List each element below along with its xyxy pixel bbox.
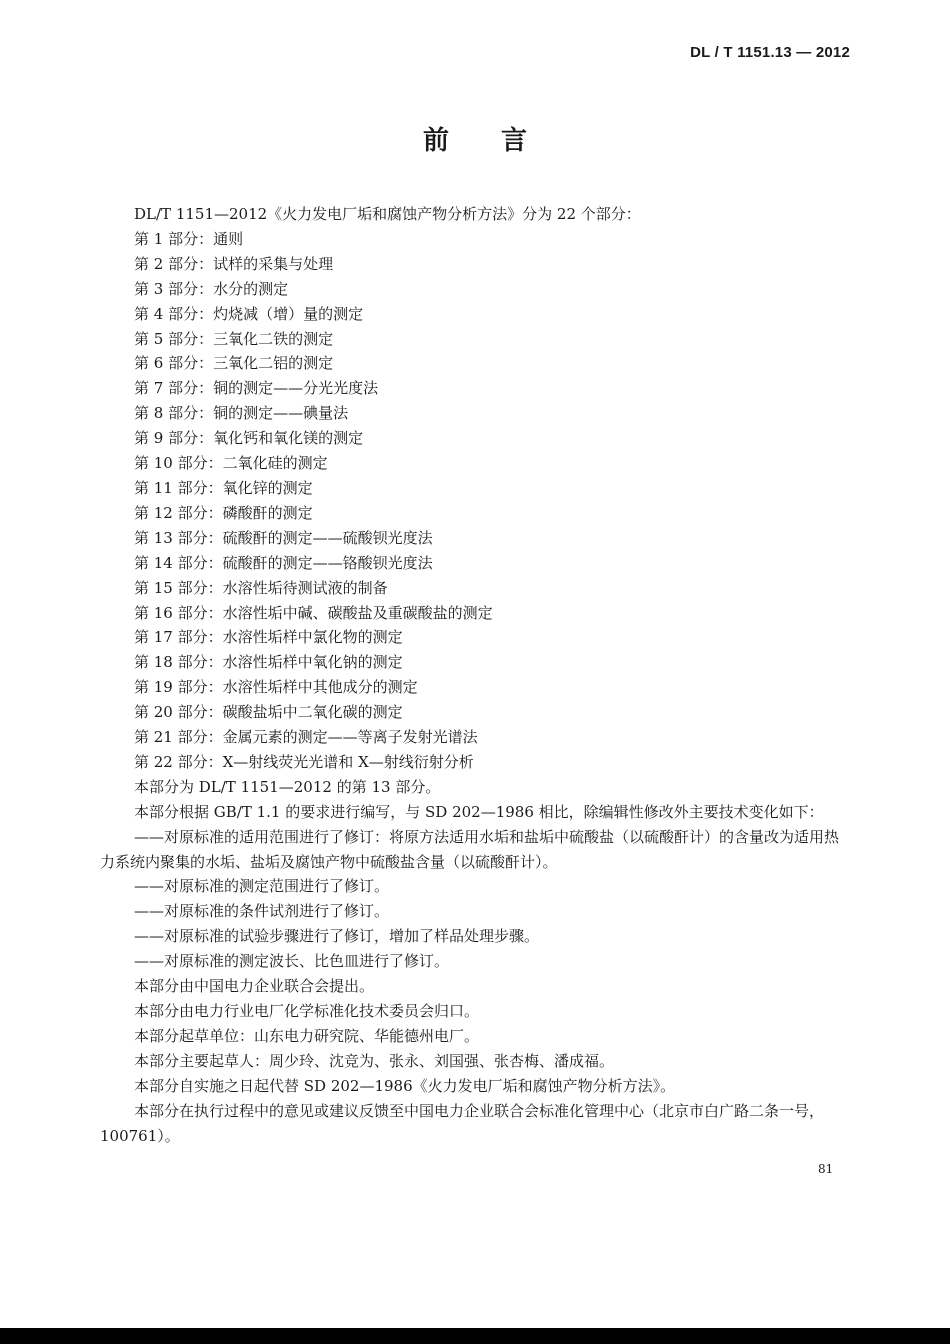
part-item: 第 5 部分：三氧化二铁的测定 (134, 329, 334, 348)
closing-line: 本部分主要起草人：周少玲、沈竞为、张永、刘国强、张杏梅、潘成福。 (134, 1051, 615, 1070)
part-item: 第 12 部分：磷酸酐的测定 (134, 503, 313, 522)
closing-line: 本部分在执行过程中的意见或建议反馈至中国电力企业联合会标准化管理中心（北京市白广路二条一号，100761）。 (100, 1101, 825, 1145)
closing-line: 本部分起草单位：山东电力研究院、华能德州电厂。 (134, 1026, 480, 1045)
part-item: 第 2 部分：试样的采集与处理 (134, 254, 334, 273)
part-item: 第 15 部分：水溶性垢待测试液的制备 (134, 578, 388, 597)
part-note: 本部分为 DL/T 1151—2012 的第 13 部分。 (134, 777, 441, 796)
part-item: 第 10 部分：二氧化硅的测定 (134, 454, 328, 473)
change-item: ——对原标准的测定范围进行了修订。 (134, 877, 390, 896)
part-item: 第 7 部分：铜的测定——分光光度法 (134, 379, 379, 398)
part-item: 第 3 部分：水分的测定 (134, 279, 289, 298)
part-item: 第 4 部分：灼烧减（增）量的测定 (134, 304, 364, 323)
part-item: 第 8 部分：铜的测定——碘量法 (134, 404, 349, 423)
intro-line: DL/T 1151—2012《火力发电厂垢和腐蚀产物分析方法》分为 22 个部分： (134, 205, 641, 223)
closing-line: 本部分自实施之日起代替 SD 202—1986《火力发电厂垢和腐蚀产物分析方法》。 (134, 1076, 676, 1095)
part-item: 第 11 部分：氧化锌的测定 (134, 478, 313, 497)
part-item: 第 22 部分：X—射线荧光光谱和 X—射线衍射分析 (134, 752, 474, 771)
page-number: 81 (818, 1162, 834, 1176)
changes-intro: 本部分根据 GB/T 1.1 的要求进行编写，与 SD 202—1986 相比，除编辑性修改外主要技术变化如下： (134, 802, 824, 821)
part-item: 第 18 部分：水溶性垢样中氧化钠的测定 (134, 653, 403, 672)
change-item: ——对原标准的条件试剂进行了修订。 (134, 902, 390, 921)
part-item: 第 9 部分：氧化钙和氧化镁的测定 (134, 429, 364, 448)
foreword-body (100, 202, 852, 1148)
part-item: 第 6 部分：三氧化二铝的测定 (134, 354, 334, 373)
part-item: 第 14 部分：硫酸酐的测定——铬酸钡光度法 (134, 553, 433, 572)
change-item: ——对原标准的测定波长、比色皿进行了修订。 (134, 952, 450, 971)
part-item: 第 13 部分：硫酸酐的测定——硫酸钡光度法 (134, 528, 433, 547)
page-title: 前言 (422, 126, 579, 156)
change-item: ——对原标准的适用范围进行了修订：将原方法适用水垢和盐垢中硫酸盐（以硫酸酐计）的含量改为适用热力系统内聚集的水垢、盐垢及腐蚀产物中硫酸盐含量（以硫酸酐计）。 (100, 827, 840, 871)
part-item: 第 20 部分：碳酸盐垢中二氧化碳的测定 (134, 703, 403, 722)
closing-line: 本部分由中国电力企业联合会提出。 (134, 977, 375, 996)
closing-line: 本部分由电力行业电厂化学标准化技术委员会归口。 (134, 1002, 480, 1020)
bottom-scan-border (0, 1328, 950, 1344)
part-item: 第 1 部分：通则 (134, 229, 244, 248)
document-code-header: DL / T 1151.13 — 2012 (690, 44, 850, 61)
part-item: 第 19 部分：水溶性垢样中其他成分的测定 (134, 678, 418, 697)
part-item: 第 21 部分：金属元素的测定——等离子发射光谱法 (134, 728, 478, 747)
part-item: 第 16 部分：水溶性垢中碱、碳酸盐及重碳酸盐的测定 (134, 603, 493, 622)
part-item: 第 17 部分：水溶性垢样中氯化物的测定 (134, 628, 403, 647)
change-item: ——对原标准的试验步骤进行了修订，增加了样品处理步骤。 (134, 927, 540, 946)
